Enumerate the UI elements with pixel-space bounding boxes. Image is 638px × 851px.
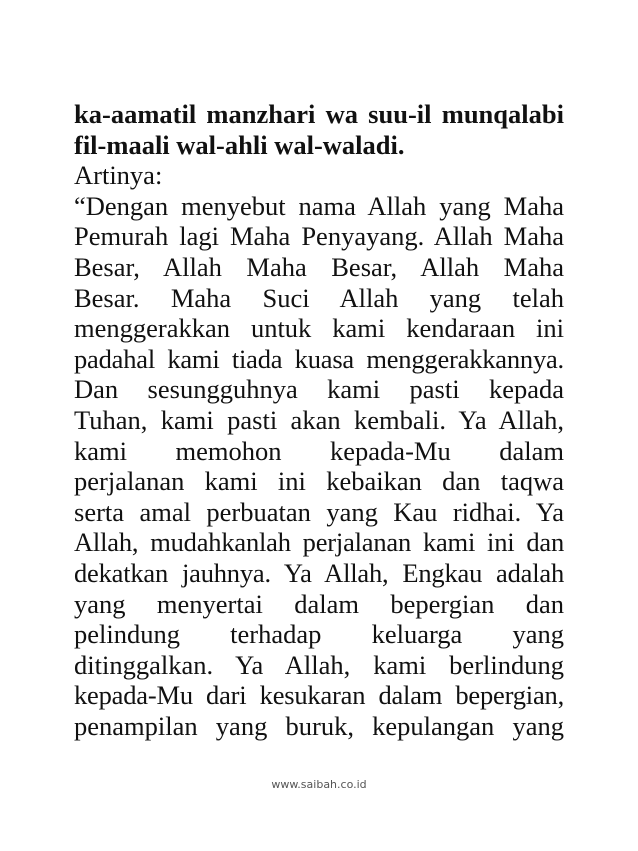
translation-label: Artinya: <box>74 160 163 191</box>
translation-line: penampilan yang buruk, kepulangan yang <box>74 710 564 741</box>
translation-line: yang menyertai dalam bepergian dan <box>74 588 564 619</box>
document-body <box>74 99 564 741</box>
translation-line: Dan sesungguhnya kami pasti kepada <box>74 374 564 405</box>
translation-paragraph <box>74 191 564 742</box>
transliteration-line: fil-maali wal-ahli wal-waladi. <box>74 129 405 160</box>
translation-line: “Dengan menyebut nama Allah yang Maha <box>74 190 564 221</box>
transliteration-block <box>74 99 564 160</box>
translation-line: pelindung terhadap keluarga yang <box>74 619 564 650</box>
translation-line: Allah, mudahkanlah perjalanan kami ini dan <box>74 527 564 558</box>
translation-line: padahal kami tiada kuasa menggerakkannya. <box>74 343 564 374</box>
translation-line: kami memohon kepada-Mu dalam <box>74 435 564 466</box>
transliteration-line: ka-aamatil manzhari wa suu-il munqalabi <box>74 99 564 129</box>
translation-line: Pemurah lagi Maha Penyayang. Allah Maha <box>74 221 564 252</box>
translation-line: Besar, Allah Maha Besar, Allah Maha <box>74 251 564 282</box>
translation-line: Besar. Maha Suci Allah yang telah <box>74 282 564 313</box>
translation-line: menggerakkan untuk kami kendaraan ini <box>74 313 564 344</box>
translation-line: perjalanan kami ini kebaikan dan taqwa <box>74 466 564 497</box>
translation-line: ditinggalkan. Ya Allah, kami berlindung <box>74 649 564 680</box>
translation-line: dekatkan jauhnya. Ya Allah, Engkau adalah <box>74 557 564 588</box>
translation-line: kepada-Mu dari kesukaran dalam bepergian, <box>74 680 564 711</box>
translation-line: serta amal perbuatan yang Kau ridhai. Ya <box>74 496 564 527</box>
translation-line: Tuhan, kami pasti akan kembali. Ya Allah, <box>74 404 564 435</box>
footer-website: www.saibah.co.id <box>271 778 367 791</box>
